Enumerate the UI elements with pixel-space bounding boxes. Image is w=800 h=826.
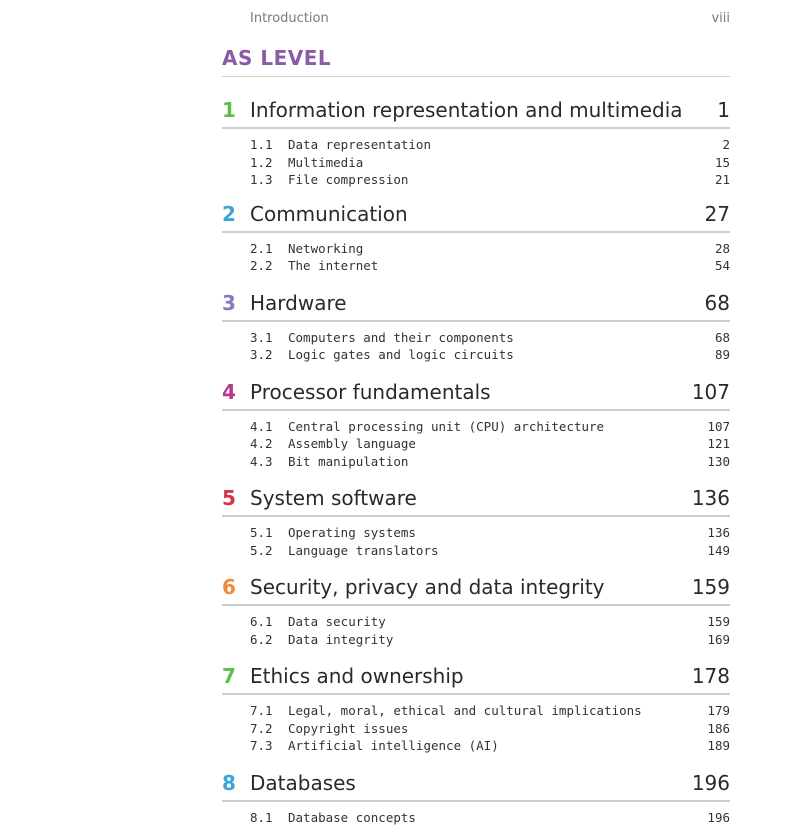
chapter-title: Ethics and ownership: [250, 660, 692, 693]
chapter-number: 5: [222, 482, 250, 515]
section-page: 159: [707, 613, 730, 631]
section-number: 5.1: [250, 524, 288, 542]
section-list: [222, 411, 730, 471]
section-title: Central processing unit (CPU) architecture: [288, 418, 707, 436]
chapter-heading[interactable]: [222, 198, 730, 233]
chapter-entry: [222, 482, 730, 559]
chapter-number: 6: [222, 571, 250, 604]
section-number: 7.2: [250, 720, 288, 738]
section-list: [222, 695, 730, 755]
section-title: Data integrity: [288, 631, 707, 649]
chapter-heading[interactable]: [222, 482, 730, 517]
section-indent: [222, 136, 250, 154]
section-entry[interactable]: [222, 720, 730, 738]
chapter-heading[interactable]: [222, 767, 730, 802]
section-page: 149: [707, 542, 730, 560]
chapter-title: Communication: [250, 198, 705, 231]
chapter-entry: [222, 287, 730, 364]
chapter-entry: [222, 660, 730, 755]
section-title: Language translators: [288, 542, 707, 560]
level-heading: AS LEVEL: [222, 46, 730, 77]
chapter-page: 107: [692, 376, 730, 409]
section-title: Computers and their components: [288, 329, 715, 347]
section-number: 6.2: [250, 631, 288, 649]
section-number: 7.3: [250, 737, 288, 755]
section-page: 89: [715, 346, 730, 364]
section-entry[interactable]: [222, 631, 730, 649]
chapter-heading[interactable]: [222, 376, 730, 411]
section-entry[interactable]: [222, 613, 730, 631]
section-entry[interactable]: [222, 171, 730, 189]
section-indent: [222, 435, 250, 453]
chapter-title: Databases: [250, 767, 692, 800]
section-list: [222, 606, 730, 648]
section-number: 2.2: [250, 257, 288, 275]
section-page: 28: [715, 240, 730, 258]
section-title: Networking: [288, 240, 715, 258]
section-page: 2: [722, 136, 730, 154]
section-title: Copyright issues: [288, 720, 707, 738]
chapter-title: Information representation and multimedia: [250, 94, 717, 127]
chapter-heading[interactable]: [222, 94, 730, 129]
chapter-number: 3: [222, 287, 250, 320]
section-list: [222, 233, 730, 275]
section-entry[interactable]: [222, 346, 730, 364]
section-page: 107: [707, 418, 730, 436]
chapter-page: 196: [692, 767, 730, 800]
section-page: 15: [715, 154, 730, 172]
section-indent: [222, 418, 250, 436]
section-list: [222, 129, 730, 189]
chapter-number: 1: [222, 94, 250, 127]
section-number: 4.1: [250, 418, 288, 436]
section-list: [222, 517, 730, 559]
section-title: Logic gates and logic circuits: [288, 346, 715, 364]
section-indent: [222, 809, 250, 826]
section-title: The internet: [288, 257, 715, 275]
section-entry[interactable]: [222, 329, 730, 347]
section-entry[interactable]: [222, 154, 730, 172]
section-page: 121: [707, 435, 730, 453]
intro-page: viii: [711, 11, 730, 29]
section-indent: [222, 702, 250, 720]
chapter-heading[interactable]: [222, 660, 730, 695]
intro-label: Introduction: [250, 11, 329, 29]
section-page: 196: [707, 809, 730, 826]
section-number: 1.2: [250, 154, 288, 172]
section-list: [222, 802, 730, 826]
section-page: 21: [715, 171, 730, 189]
section-entry[interactable]: [222, 240, 730, 258]
section-number: 8.1: [250, 809, 288, 826]
section-list: [222, 322, 730, 364]
chapter-number: 2: [222, 198, 250, 231]
section-number: 4.2: [250, 435, 288, 453]
section-indent: [222, 329, 250, 347]
section-page: 68: [715, 329, 730, 347]
section-indent: [222, 542, 250, 560]
section-title: Database concepts: [288, 809, 707, 826]
section-title: Data representation: [288, 136, 722, 154]
section-indent: [222, 346, 250, 364]
section-number: 4.3: [250, 453, 288, 471]
section-entry[interactable]: [222, 257, 730, 275]
section-indent: [222, 171, 250, 189]
section-indent: [222, 257, 250, 275]
section-number: 1.3: [250, 171, 288, 189]
section-page: 130: [707, 453, 730, 471]
chapter-title: Security, privacy and data integrity: [250, 571, 692, 604]
chapter-title: System software: [250, 482, 692, 515]
section-indent: [222, 524, 250, 542]
chapter-page: 1: [717, 94, 730, 127]
chapter-entry: [222, 571, 730, 648]
section-indent: [222, 631, 250, 649]
chapter-list: [222, 94, 730, 826]
chapter-title: Processor fundamentals: [250, 376, 692, 409]
section-entry[interactable]: [222, 542, 730, 560]
section-indent: [222, 240, 250, 258]
section-number: 7.1: [250, 702, 288, 720]
section-indent: [222, 154, 250, 172]
section-entry[interactable]: [222, 809, 730, 826]
table-of-contents: [222, 0, 730, 826]
section-indent: [222, 720, 250, 738]
chapter-number: 8: [222, 767, 250, 800]
section-page: 136: [707, 524, 730, 542]
section-number: 6.1: [250, 613, 288, 631]
chapter-heading[interactable]: [222, 287, 730, 322]
section-number: 2.1: [250, 240, 288, 258]
section-page: 169: [707, 631, 730, 649]
chapter-page: 27: [705, 198, 730, 231]
section-title: Multimedia: [288, 154, 715, 172]
section-number: 1.1: [250, 136, 288, 154]
section-number: 5.2: [250, 542, 288, 560]
section-title: Bit manipulation: [288, 453, 707, 471]
section-indent: [222, 453, 250, 471]
chapter-page: 136: [692, 482, 730, 515]
section-indent: [222, 613, 250, 631]
section-entry[interactable]: [222, 136, 730, 154]
chapter-heading[interactable]: [222, 571, 730, 606]
chapter-page: 159: [692, 571, 730, 604]
section-entry[interactable]: [222, 702, 730, 720]
section-page: 186: [707, 720, 730, 738]
section-entry[interactable]: [222, 435, 730, 453]
chapter-number: 7: [222, 660, 250, 693]
section-title: Assembly language: [288, 435, 707, 453]
chapter-entry: [222, 767, 730, 826]
section-title: Legal, moral, ethical and cultural implications: [288, 702, 707, 720]
chapter-entry: [222, 94, 730, 189]
chapter-entry: [222, 376, 730, 471]
chapter-title: Hardware: [250, 287, 705, 320]
chapter-entry: [222, 198, 730, 275]
section-entry[interactable]: [222, 737, 730, 755]
section-title: Data security: [288, 613, 707, 631]
section-title: Artificial intelligence (AI): [288, 737, 707, 755]
section-page: 179: [707, 702, 730, 720]
section-title: File compression: [288, 171, 715, 189]
section-entry[interactable]: [222, 453, 730, 471]
section-page: 189: [707, 737, 730, 755]
chapter-page: 178: [692, 660, 730, 693]
section-entry[interactable]: [222, 418, 730, 436]
section-title: Operating systems: [288, 524, 707, 542]
section-page: 54: [715, 257, 730, 275]
section-indent: [222, 737, 250, 755]
chapter-page: 68: [705, 287, 730, 320]
chapter-number: 4: [222, 376, 250, 409]
section-number: 3.2: [250, 346, 288, 364]
section-entry[interactable]: [222, 524, 730, 542]
section-number: 3.1: [250, 329, 288, 347]
intro-row[interactable]: [222, 11, 730, 29]
